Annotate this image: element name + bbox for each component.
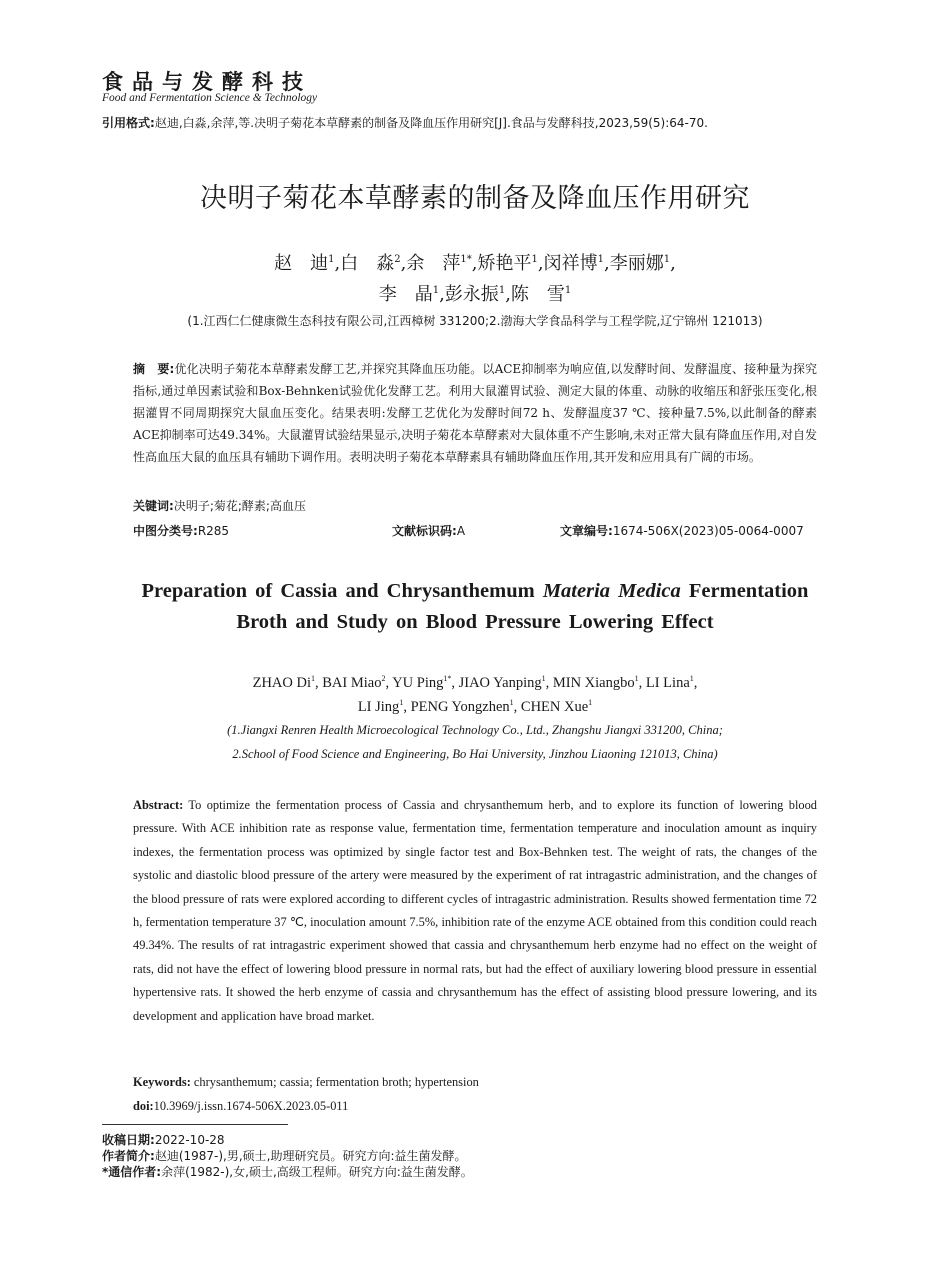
author-affil-mark: 1 <box>564 285 572 296</box>
author-affil-mark: 1 <box>509 698 514 707</box>
author-affil-mark: 2 <box>381 674 386 683</box>
author-affil-mark: 2 <box>394 254 401 265</box>
document-code-value: A <box>456 524 466 538</box>
author-en: PENG Yongzhen <box>410 698 510 715</box>
author-separator: , <box>334 253 341 274</box>
journal-name-cn: 食品与发酵科技 <box>102 69 312 94</box>
affiliation-cn: (1.江西仁仁健康微生态科技有限公司,江西樟树 331200;2.渤海大学食品科学与工程学院,辽宁锦州 121013) <box>187 314 763 328</box>
keywords-en-text: chrysanthemum; cassia; fermentation broth; hypertension <box>190 1075 479 1089</box>
author-affil-mark: 1* <box>443 674 452 683</box>
author-separator: , <box>451 674 459 691</box>
abstract-cn-label: 摘 要: <box>133 362 175 376</box>
paper-title-en-line-1 <box>0 580 950 603</box>
author-separator: , <box>693 674 698 691</box>
paper-title-en-line-2: Broth and Study on Blood Pressure Lowering Effect <box>236 611 714 633</box>
keywords-cn <box>133 497 306 514</box>
author-separator: , <box>403 698 411 715</box>
affiliation-en-line-1: (1.Jiangxi Renren Health Microecological Technology Co., Ltd., Zhangshu Jiangxi 331200, China; <box>227 723 723 737</box>
author-en: CHEN Xue <box>520 698 589 715</box>
footnote-author <box>102 1147 467 1164</box>
abstract-en-label: Abstract: <box>133 798 184 812</box>
keywords-cn-label: 关键词: <box>133 499 174 513</box>
author-separator: , <box>638 674 646 691</box>
abstract-cn <box>133 358 817 468</box>
abstract-en-text: To optimize the fermentation process of Cassia and chrysanthemum herb, and to explore its function of lowering blood pressure. With ACE inhibition rate as response value, fermentation time, fermentation temperature and inoculation amount as inquiry indexes, the fermentation process was optimized by single factor test and Box-Behnken test. The weight of rats, the changes of the systolic and diastolic blood pressure of the artery were measured by the experiment of rat intragastric administration, and the changes of the blood pressure of rats were explored according to different cycles of intragastric administration. Results showed fermentation time 72 h, fermentation temperature 37 ℃, inoculation amount 7.5%, inhibition rate of the enzyme ACE obtained from this condition could reach 49.34%. The results of rat intragastric experiment showed that cassia and chrysanthemum herb enzyme had no effect on the weight of rats, did not have the effect of lowering blood pressure in normal rats, but had the effect of auxiliary lowering blood pressure in essential hypertensive rats. It showed the herb enzyme of cassia and chrysanthemum has the effect of assisting blood pressure lowering, and its development and application have broad market. <box>133 798 817 1023</box>
author-cn: 陈 雪 <box>510 284 565 305</box>
author-separator: , <box>439 284 445 305</box>
author-affil-mark: 1 <box>663 254 671 265</box>
author-cn: 矫艳平 <box>477 253 532 274</box>
author-en: BAI Miao <box>322 674 382 691</box>
authors-cn-line-1 <box>0 249 950 275</box>
article-number-value: 1674-506X(2023)05-0064-0007 <box>612 524 804 538</box>
author-separator: , <box>505 284 511 305</box>
article-number <box>560 522 804 539</box>
author-cn: 李 晶 <box>378 284 433 305</box>
paper-title-cn: 决明子菊花本草酵素的制备及降血压作用研究 <box>200 183 750 214</box>
author-separator: , <box>385 674 393 691</box>
citation-text: 赵迪,白淼,余萍,等.决明子菊花本草酵素的制备及降血压作用研究[J].食品与发酵科技,2023,59(5):64-70. <box>154 116 708 130</box>
author-cn: 彭永振 <box>444 284 499 305</box>
author-cn: 闵祥博 <box>543 253 598 274</box>
author-cn: 赵 迪 <box>274 253 329 274</box>
keywords-en-label: Keywords: <box>133 1075 191 1089</box>
doi-line <box>133 1099 348 1114</box>
abstract-en <box>133 794 817 1028</box>
corresponding-value: 余萍(1982-),女,硕士,高级工程师。研究方向:益生菌发酵。 <box>161 1165 473 1179</box>
author-en: MIN Xiangbo <box>552 674 635 691</box>
author-en: YU Ping <box>392 674 444 691</box>
author-separator: , <box>471 253 478 274</box>
author-affil-mark: 1 <box>689 674 694 683</box>
author-en: LI Lina <box>645 674 690 691</box>
author-affil-mark: 1 <box>597 254 604 265</box>
document-code-label: 文献标识码: <box>392 524 457 538</box>
doi-value: 10.3969/j.issn.1674-506X.2023.05-011 <box>153 1099 349 1113</box>
author-bio-value: 赵迪(1987-),男,硕士,助理研究员。研究方向:益生菌发酵。 <box>154 1149 467 1163</box>
author-affil-mark: 1 <box>311 674 315 683</box>
author-cn: 余 萍 <box>406 253 461 274</box>
corresponding-label: *通信作者: <box>102 1165 162 1179</box>
author-affil-mark: 1 <box>531 254 538 265</box>
keywords-cn-text: 决明子;菊花;酵素;高血压 <box>173 499 306 513</box>
clc-number <box>133 522 229 539</box>
author-affil-mark: 1 <box>399 698 404 707</box>
author-affil-mark: 1 <box>328 254 335 265</box>
title-en-part: Fermentation <box>680 580 809 602</box>
author-affil-mark: 1 <box>588 698 593 707</box>
clc-value: R285 <box>197 524 230 538</box>
author-separator: , <box>670 253 676 274</box>
clc-label: 中图分类号: <box>133 524 198 538</box>
author-bio-label: 作者简介: <box>102 1149 155 1163</box>
author-en: ZHAO Di <box>252 674 311 691</box>
title-en-part: Preparation of Cassia and Chrysanthemum <box>141 580 543 602</box>
author-separator: , <box>513 698 521 715</box>
author-separator: , <box>537 253 544 274</box>
received-label: 收稿日期: <box>102 1133 155 1147</box>
author-en: JIAO Yanping <box>458 674 542 691</box>
journal-name-en: Food and Fermentation Science & Technology <box>102 92 318 104</box>
authors-cn-line-2 <box>0 280 950 306</box>
abstract-cn-text: 优化决明子菊花本草酵素发酵工艺,并探究其降血压功能。以ACE抑制率为响应值,以发酵时间、发酵温度、接种量为探究指标,通过单因素试验和Box-Behnken试验优化发酵工艺。利用大鼠灌胃试验、测定大鼠的体重、动脉的收缩压和舒张压变化,根据灌胃不同周期探究大鼠血压变化。结果表明:发酵工艺优化为发酵时间72 h、发酵温度37 ℃、接种量7.5%,以此制备的酵素ACE抑制率可达49.34%。大鼠灌胃试验结果显示,决明子菊花本草酵素对大鼠体重不产生影响,未对正常大鼠有降血压作用,对自发性高血压大鼠的血压具有辅助下调作用。表明决明子菊花本草酵素具有辅助降血压作用,其开发和应用具有广阔的市场。 <box>133 362 817 464</box>
author-separator: , <box>400 253 407 274</box>
received-value: 2022-10-28 <box>154 1133 225 1147</box>
author-cn: 李丽娜 <box>609 253 664 274</box>
authors-en-line-2 <box>0 698 950 716</box>
author-separator: , <box>603 253 610 274</box>
footnote-corresponding <box>102 1163 473 1180</box>
footnote-divider <box>102 1124 288 1125</box>
footnote-received <box>102 1131 225 1148</box>
author-affil-mark: 1 <box>634 674 639 683</box>
author-en: LI Jing <box>357 698 400 715</box>
authors-en-line-1 <box>0 674 950 692</box>
article-number-label: 文章编号: <box>560 524 613 538</box>
author-cn: 白 淼 <box>340 253 395 274</box>
author-separator: , <box>545 674 553 691</box>
author-affil-mark: 1 <box>432 285 440 296</box>
author-affil-mark: 1 <box>541 674 546 683</box>
affiliation-en-line-2: 2.School of Food Science and Engineering, Bo Hai University, Jinzhou Liaoning 121013, China) <box>232 747 718 761</box>
document-code <box>392 522 465 539</box>
author-separator: , <box>315 674 323 691</box>
doi-label: doi: <box>133 1099 154 1113</box>
citation-line <box>102 114 852 131</box>
title-en-italic: Materia Medica <box>542 580 681 602</box>
author-affil-mark: 1 <box>498 285 506 296</box>
author-affil-mark: 1* <box>460 254 472 265</box>
citation-label: 引用格式: <box>102 116 155 130</box>
keywords-en <box>133 1075 479 1090</box>
